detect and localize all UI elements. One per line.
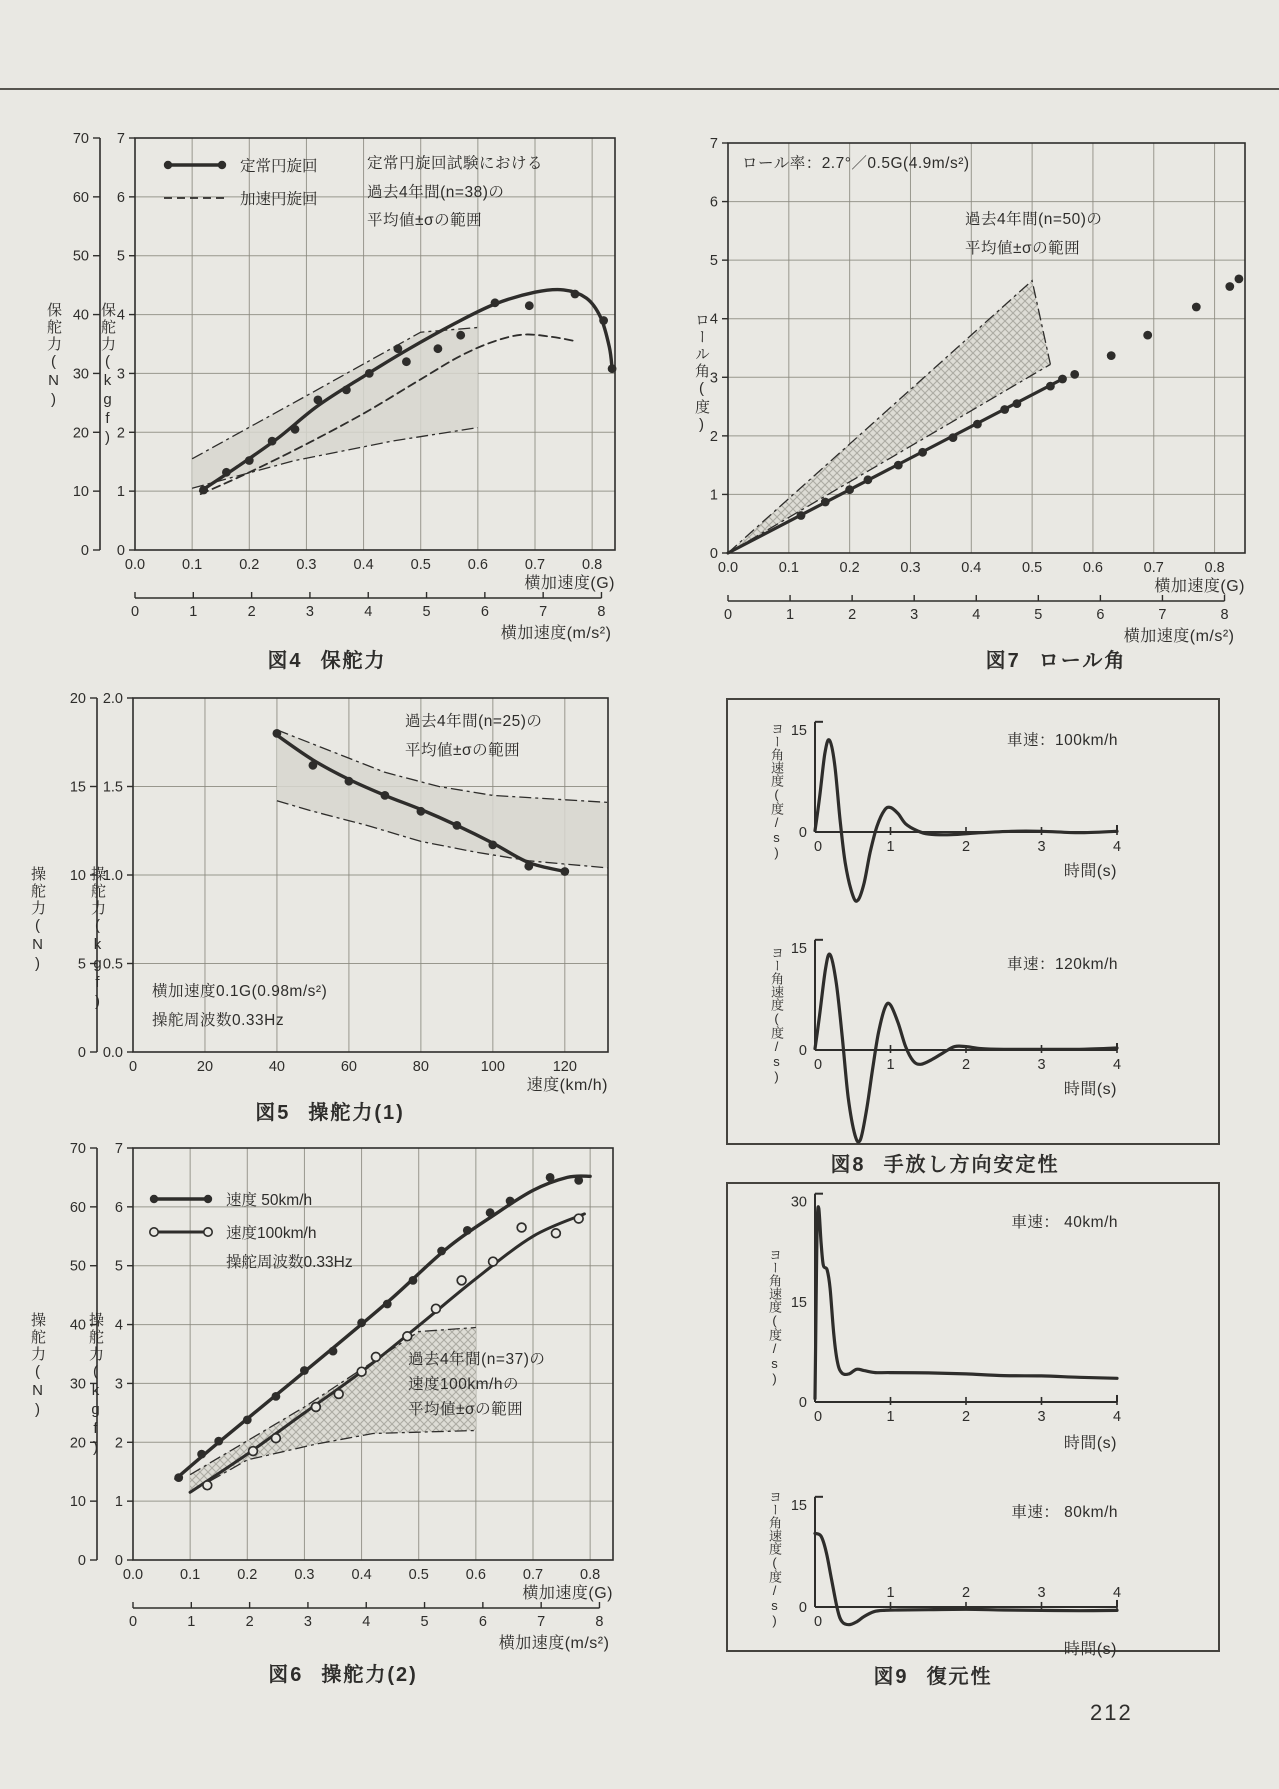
svg-text:時間(s): 時間(s): [1063, 1434, 1117, 1452]
svg-text:5: 5: [422, 604, 431, 620]
svg-text:6: 6: [114, 1199, 123, 1216]
svg-text:5: 5: [420, 1614, 429, 1630]
svg-text:30: 30: [69, 1376, 86, 1393]
svg-text:7: 7: [709, 136, 718, 152]
legend-item: [148, 1215, 353, 1248]
svg-text:0.7: 0.7: [524, 557, 546, 573]
svg-text:横加速度(m/s²): 横加速度(m/s²): [498, 1635, 610, 1652]
fig7-caption: 図7 ロール角: [985, 650, 1127, 672]
svg-text:40: 40: [72, 307, 89, 324]
svg-text:0.6: 0.6: [1082, 560, 1104, 576]
svg-text:0: 0: [130, 604, 140, 620]
svg-text:20: 20: [69, 691, 86, 707]
svg-text:7: 7: [537, 1614, 546, 1630]
svg-text:0.4: 0.4: [351, 1567, 372, 1583]
fig7-roll-rate-note: ロール率：2.7°／0.5G(4.9m/s²): [742, 155, 970, 172]
fig6-legend-note: 操舵周波数0.33Hz: [226, 1254, 353, 1271]
svg-text:2: 2: [114, 1435, 123, 1452]
svg-text:2: 2: [247, 604, 256, 620]
svg-text:2: 2: [961, 1057, 971, 1073]
svg-text:2: 2: [848, 607, 857, 623]
svg-text:2: 2: [961, 1584, 971, 1601]
svg-text:80: 80: [412, 1059, 429, 1075]
svg-text:0.5: 0.5: [410, 557, 431, 573]
legend-item: [162, 181, 318, 214]
svg-text:0.8: 0.8: [582, 557, 603, 573]
svg-text:0.4: 0.4: [961, 560, 982, 576]
svg-text:40: 40: [268, 1059, 286, 1075]
svg-text:時間(s): 時間(s): [1063, 1081, 1117, 1098]
svg-text:1.0: 1.0: [102, 868, 123, 884]
top-rule: [0, 88, 1279, 90]
legend-label: 速度100km/h: [226, 1224, 317, 1242]
svg-text:50: 50: [72, 248, 89, 265]
svg-text:2: 2: [709, 428, 718, 445]
fig5-ylabel-n: 操舵力(N): [29, 866, 46, 974]
svg-text:5: 5: [114, 1258, 123, 1275]
svg-text:速度(km/h): 速度(km/h): [526, 1077, 608, 1094]
svg-text:5: 5: [1034, 607, 1043, 623]
svg-text:1: 1: [886, 1057, 895, 1073]
fig9b-speed-label: 車速： 80km/h: [1011, 1504, 1118, 1521]
solid-dot-line-icon: [148, 1193, 214, 1205]
fig7-ylabel: ロール角(度): [693, 312, 710, 435]
svg-text:0.2: 0.2: [239, 557, 260, 573]
svg-text:0.3: 0.3: [296, 557, 317, 573]
svg-text:15: 15: [790, 1294, 807, 1311]
svg-text:20: 20: [72, 425, 89, 442]
svg-text:0: 0: [813, 1408, 823, 1425]
svg-text:1: 1: [116, 484, 125, 501]
svg-text:0.4: 0.4: [353, 557, 374, 573]
svg-text:0.5: 0.5: [408, 1567, 429, 1583]
svg-text:0.7: 0.7: [1143, 560, 1164, 576]
svg-text:0.5: 0.5: [1022, 560, 1043, 576]
svg-text:0.1: 0.1: [182, 557, 203, 573]
svg-text:時間(s): 時間(s): [1063, 863, 1117, 880]
svg-text:0.2: 0.2: [237, 1567, 258, 1583]
dashed-line-icon: [162, 192, 228, 204]
svg-text:7: 7: [539, 604, 548, 620]
svg-text:2: 2: [961, 839, 971, 855]
svg-text:0: 0: [798, 1394, 807, 1411]
svg-text:0.0: 0.0: [122, 1567, 144, 1583]
fig4-legend: [162, 148, 318, 214]
fig7-annotation: 過去4年間(n=50)の 平均値±σの範囲: [965, 211, 1103, 257]
legend-label: 加速円旋回: [240, 190, 318, 208]
svg-text:10: 10: [69, 868, 86, 884]
svg-text:0.6: 0.6: [467, 557, 488, 573]
svg-text:時間(s): 時間(s): [1063, 1640, 1117, 1658]
svg-text:4: 4: [709, 311, 718, 328]
svg-text:3: 3: [709, 370, 718, 387]
fig8b-ylabel: ヨー角速度(度/s): [769, 946, 784, 1084]
svg-text:8: 8: [595, 1614, 604, 1630]
fig5-caption: 図5 操舵力(1): [255, 1102, 405, 1124]
svg-text:0.3: 0.3: [900, 560, 921, 576]
svg-text:30: 30: [72, 366, 89, 383]
svg-text:3: 3: [303, 1614, 312, 1630]
svg-text:4: 4: [116, 307, 125, 324]
svg-text:4: 4: [362, 1614, 371, 1630]
svg-text:8: 8: [597, 604, 606, 620]
svg-text:40: 40: [69, 1317, 86, 1334]
svg-text:0: 0: [114, 1553, 123, 1569]
svg-text:3: 3: [1037, 1057, 1046, 1073]
svg-text:0: 0: [128, 1059, 138, 1075]
fig5-annotation: 過去4年間(n=25)の 平均値±σの範囲: [405, 713, 543, 759]
legend-label: 定常円旋回: [240, 157, 318, 175]
svg-text:6: 6: [478, 1614, 487, 1630]
svg-text:0.6: 0.6: [465, 1567, 486, 1583]
fig8-caption: 図8 手放し方向安定性: [830, 1154, 1060, 1176]
fig4-annotation: 定常円旋回試験における 過去4年間(n=38)の 平均値±σの範囲: [367, 155, 544, 230]
svg-text:15: 15: [790, 1497, 807, 1514]
svg-text:3: 3: [114, 1376, 123, 1393]
svg-text:15: 15: [790, 722, 807, 739]
fig6-ylabel-n: 操舵力(N): [29, 1312, 46, 1420]
svg-text:2: 2: [245, 1614, 254, 1630]
svg-text:2: 2: [116, 425, 125, 442]
svg-text:20: 20: [69, 1435, 86, 1452]
svg-text:0: 0: [813, 1613, 823, 1630]
svg-text:0: 0: [80, 543, 89, 559]
svg-text:1: 1: [114, 1494, 123, 1511]
svg-text:5: 5: [116, 248, 125, 265]
fig6-legend: [148, 1182, 353, 1274]
fig4-ylabel-kgf: 保舵力(kgf): [99, 302, 116, 448]
svg-text:0: 0: [798, 1043, 807, 1059]
page-number: 212: [1090, 1700, 1133, 1725]
svg-text:50: 50: [69, 1258, 86, 1275]
fig5-condition-note: 横加速度0.1G(0.98m/s²) 操舵周波数0.33Hz: [152, 983, 328, 1029]
fig9a-speed-label: 車速： 40km/h: [1011, 1214, 1118, 1231]
svg-text:3: 3: [1037, 839, 1046, 855]
svg-text:60: 60: [340, 1059, 357, 1075]
svg-text:4: 4: [364, 604, 373, 620]
svg-text:4: 4: [1112, 839, 1122, 855]
svg-text:0.0: 0.0: [124, 557, 146, 573]
svg-text:1: 1: [886, 1584, 895, 1601]
fig6-annotation: 過去4年間(n=37)の 速度100km/hの 平均値±σの範囲: [408, 1351, 546, 1418]
fig9a-ylabel: ヨー角速度(度/s): [767, 1248, 782, 1386]
fig9b-ylabel: ヨー角速度(度/s): [767, 1490, 782, 1628]
svg-text:0.0: 0.0: [717, 560, 739, 576]
svg-text:4: 4: [1112, 1584, 1122, 1601]
solid-dot-line-icon: [162, 159, 228, 171]
svg-text:3: 3: [1037, 1584, 1046, 1601]
fig5-ylabel-kgf: 操舵力(kgf): [89, 866, 106, 1012]
svg-text:横加速度(m/s²): 横加速度(m/s²): [1123, 628, 1235, 645]
svg-text:70: 70: [69, 1141, 86, 1157]
svg-text:60: 60: [72, 189, 89, 206]
svg-text:5: 5: [709, 253, 718, 270]
svg-text:7: 7: [1158, 607, 1167, 623]
fig9-caption: 図9 復元性: [873, 1666, 993, 1688]
svg-text:0: 0: [798, 1599, 807, 1616]
fig8b-speed-label: 車速：120km/h: [1007, 956, 1118, 973]
svg-text:2.0: 2.0: [102, 691, 123, 707]
svg-text:0: 0: [798, 825, 807, 841]
svg-text:4: 4: [114, 1317, 123, 1334]
svg-text:横加速度(m/s²): 横加速度(m/s²): [500, 625, 612, 642]
svg-text:0.5: 0.5: [102, 956, 123, 973]
fig9-subplot-80kmh: [728, 1430, 1216, 1658]
svg-text:20: 20: [196, 1059, 214, 1075]
svg-text:4: 4: [1112, 1408, 1122, 1425]
open-dot-line-icon: [148, 1226, 214, 1238]
svg-text:横加速度(G): 横加速度(G): [524, 575, 615, 592]
svg-text:0.1: 0.1: [180, 1567, 201, 1583]
svg-text:5: 5: [77, 956, 86, 973]
svg-text:0.3: 0.3: [294, 1567, 315, 1583]
svg-text:3: 3: [116, 366, 125, 383]
fig4-caption: 図4 保舵力: [267, 650, 387, 672]
svg-text:0: 0: [723, 607, 733, 623]
svg-text:30: 30: [790, 1194, 807, 1211]
svg-text:3: 3: [305, 604, 314, 620]
svg-text:0.1: 0.1: [778, 560, 799, 576]
svg-text:0: 0: [77, 1553, 86, 1569]
svg-text:1: 1: [886, 839, 895, 855]
svg-text:15: 15: [790, 940, 807, 957]
fig4-plot: [40, 105, 665, 650]
svg-text:60: 60: [69, 1199, 86, 1216]
svg-text:1.5: 1.5: [102, 779, 123, 796]
fig8-subplot-120kmh: [728, 915, 1216, 1143]
legend-item: [148, 1182, 353, 1215]
svg-text:1: 1: [187, 1614, 196, 1630]
svg-text:3: 3: [1037, 1408, 1046, 1425]
svg-text:70: 70: [72, 131, 89, 147]
fig7-plot: [685, 105, 1270, 650]
svg-text:0.2: 0.2: [839, 560, 860, 576]
svg-text:0: 0: [813, 1057, 823, 1073]
svg-text:2: 2: [961, 1408, 971, 1425]
fig5-plot: [40, 665, 640, 1105]
svg-text:4: 4: [1112, 1057, 1122, 1073]
svg-text:7: 7: [116, 131, 125, 147]
fig4-ylabel-n: 保舵力(N): [45, 302, 62, 410]
legend-label: 速度 50km/h: [226, 1191, 313, 1209]
svg-text:1: 1: [709, 487, 718, 504]
svg-text:10: 10: [69, 1494, 86, 1511]
svg-text:6: 6: [709, 194, 718, 211]
svg-text:1: 1: [786, 607, 795, 623]
fig6-ylabel-kgf: 操舵力(kgf): [87, 1312, 104, 1458]
svg-text:1: 1: [189, 604, 198, 620]
svg-text:120: 120: [552, 1059, 577, 1075]
fig8a-speed-label: 車速：100km/h: [1007, 732, 1118, 749]
svg-text:0: 0: [709, 546, 718, 562]
svg-text:0.7: 0.7: [522, 1567, 544, 1583]
svg-text:6: 6: [1096, 607, 1105, 623]
svg-text:7: 7: [114, 1141, 123, 1157]
svg-text:0: 0: [128, 1614, 138, 1630]
svg-text:10: 10: [72, 484, 89, 501]
svg-text:0: 0: [77, 1045, 86, 1061]
svg-text:0.0: 0.0: [102, 1045, 123, 1061]
svg-text:100: 100: [480, 1059, 505, 1075]
svg-text:0: 0: [813, 839, 823, 855]
fig8a-ylabel: ヨー角速度(度/s): [769, 722, 784, 860]
svg-text:横加速度(G): 横加速度(G): [522, 1585, 613, 1602]
svg-text:4: 4: [972, 607, 981, 623]
legend-item: [162, 148, 318, 181]
fig6-caption: 図6 操舵力(2): [268, 1664, 418, 1686]
svg-text:0.8: 0.8: [580, 1567, 601, 1583]
svg-text:3: 3: [910, 607, 919, 623]
svg-text:1: 1: [886, 1408, 895, 1425]
svg-text:8: 8: [1220, 607, 1229, 623]
svg-text:6: 6: [480, 604, 489, 620]
svg-text:15: 15: [69, 779, 86, 796]
svg-text:0.8: 0.8: [1204, 560, 1225, 576]
svg-text:横加速度(G): 横加速度(G): [1154, 578, 1245, 595]
svg-text:6: 6: [116, 189, 125, 206]
svg-text:0: 0: [116, 543, 125, 559]
